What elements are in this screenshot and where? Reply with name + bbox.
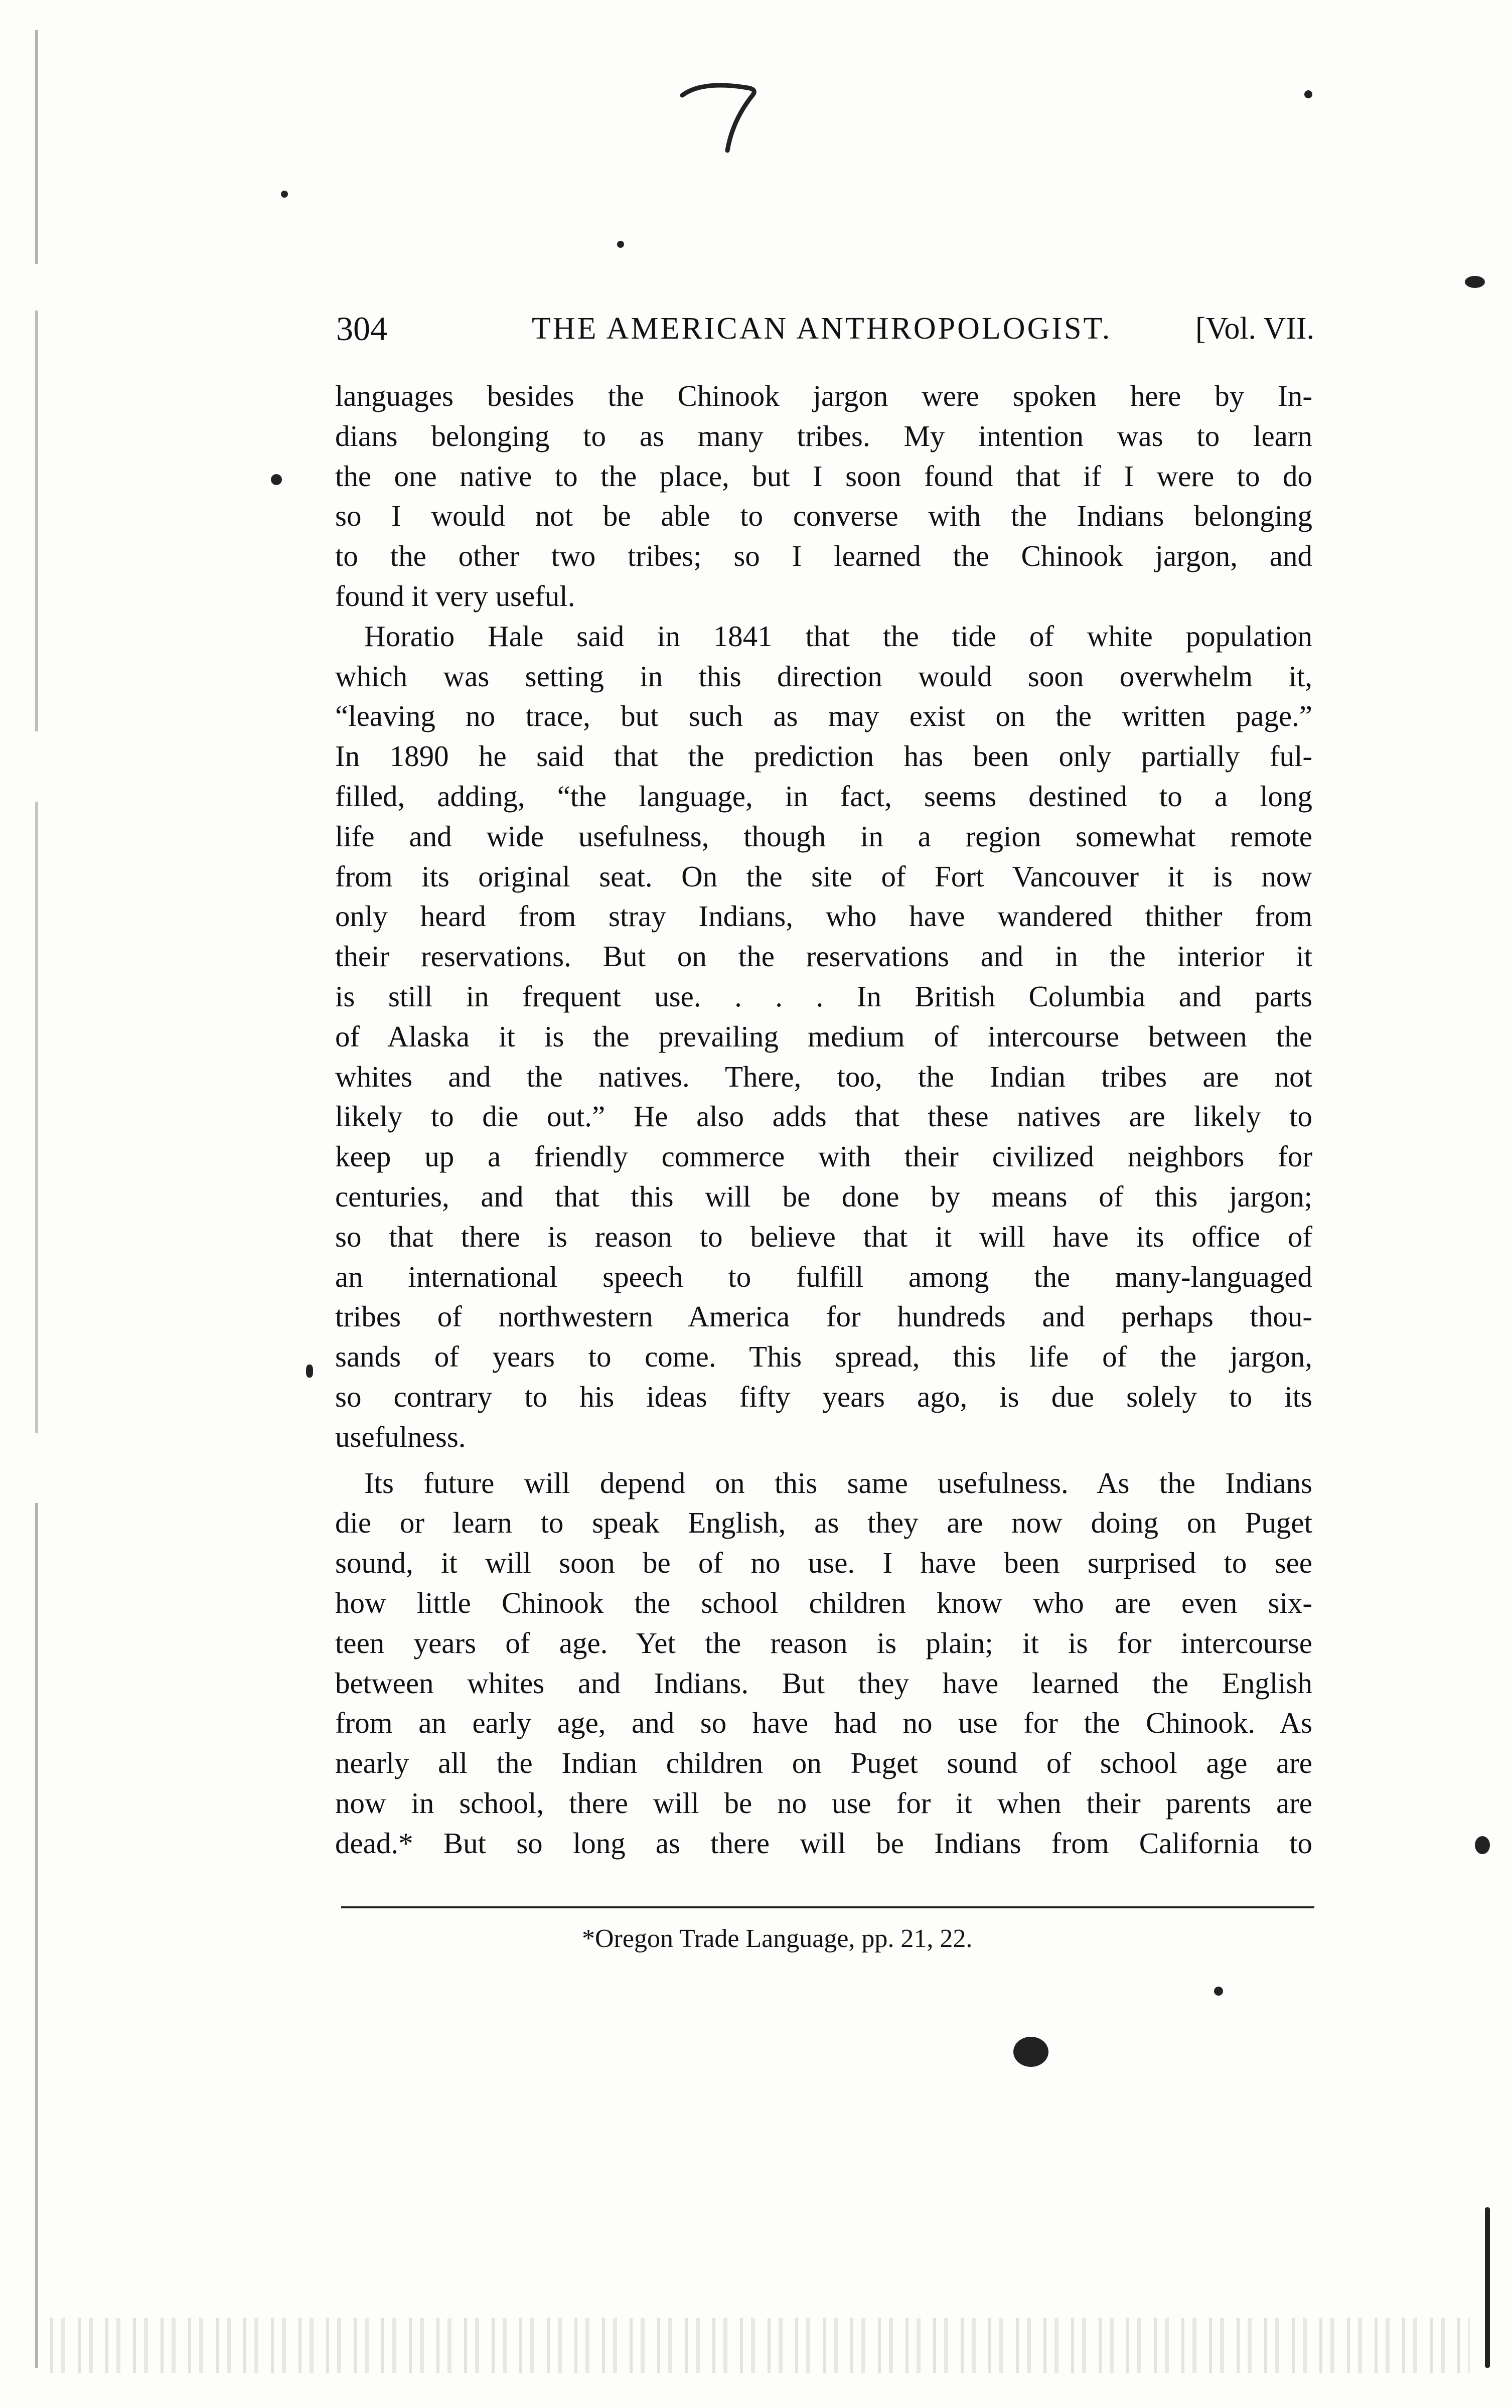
ink-speck	[281, 191, 288, 198]
text-line: languages besides the Chinook jargon were spoken here by In-	[335, 379, 1312, 412]
text-line: how little Chinook the school children know who are even six-	[335, 1586, 1312, 1619]
handwritten-page-mark	[672, 75, 773, 156]
text-line: from an early age, and so have had no use for the Chinook. As	[335, 1706, 1312, 1740]
text-line: “leaving no trace, but such as may exist on the written page.”	[335, 699, 1312, 733]
text-line: from its original seat. On the site of Fort Vancouver it is now	[335, 859, 1312, 893]
text-line: dead.* But so long as there will be Indians from California to	[335, 1826, 1312, 1860]
text-line: is still in frequent use. . . . In British Columbia and parts	[335, 979, 1312, 1013]
text-line: now in school, there will be no use for it when their parents are	[335, 1786, 1312, 1820]
text-line: keep up a friendly commerce with their civilized neighbors for	[335, 1140, 1312, 1173]
text-line: found it very useful.	[335, 579, 575, 613]
text-line: filled, adding, “the language, in fact, seems destined to a long	[335, 779, 1312, 813]
handwritten-mark-stroke	[682, 85, 754, 150]
text-line: tribes of northwestern America for hundreds and perhaps thou-	[335, 1300, 1312, 1333]
text-line: an international speech to fulfill among the many-languaged	[335, 1260, 1312, 1293]
ink-speck	[617, 241, 624, 248]
text-line: so that there is reason to believe that it will have its office of	[335, 1220, 1312, 1253]
ink-speck	[306, 1365, 313, 1378]
text-line: which was setting in this direction would soon overwhelm it,	[335, 659, 1312, 693]
ink-speck	[1214, 1987, 1223, 1996]
text-line: their reservations. But on the reservations and in the interior it	[335, 940, 1312, 973]
text-line: between whites and Indians. But they have learned the English	[335, 1666, 1312, 1700]
text-line: nearly all the Indian children on Puget sound of school age are	[335, 1746, 1312, 1780]
running-header	[336, 306, 1314, 351]
ink-speck	[1304, 90, 1312, 98]
text-line: whites and the natives. There, too, the Indian tribes are not	[335, 1060, 1312, 1093]
ink-speck	[271, 474, 282, 485]
text-line: the one native to the place, but I soon found that if I were to do	[335, 459, 1312, 493]
ink-speck	[1465, 276, 1485, 288]
text-line: Horatio Hale said in 1841 that the tide of white population	[364, 619, 1312, 653]
text-line: sound, it will soon be of no use. I have been surprised to see	[335, 1546, 1312, 1580]
text-line: so contrary to his ideas fifty years ago, is due solely to its	[335, 1380, 1312, 1413]
text-line: likely to die out.” He also adds that these natives are likely to	[335, 1100, 1312, 1133]
text-line: centuries, and that this will be done by means of this jargon;	[335, 1179, 1312, 1213]
text-line: only heard from stray Indians, who have wandered thither from	[335, 899, 1312, 933]
text-line: In 1890 he said that the prediction has been only partially ful-	[335, 739, 1312, 773]
ink-speck	[1013, 2037, 1048, 2067]
text-line: sands of years to come. This spread, this life of the jargon,	[335, 1340, 1312, 1374]
footnote-rule	[341, 1906, 1314, 1908]
text-line: so I would not be able to converse with the Indians belonging	[335, 499, 1312, 533]
text-line: usefulness.	[335, 1420, 466, 1453]
ink-speck	[1485, 2207, 1490, 2368]
ink-speck	[1475, 1836, 1490, 1854]
volume-label: [Vol. VII.	[1195, 312, 1314, 346]
body-text	[335, 376, 1312, 1863]
left-margin-scan-artifact	[35, 30, 38, 2368]
bottom-scan-noise	[50, 2318, 1470, 2373]
paragraph-gap	[335, 1457, 1312, 1463]
text-line: life and wide usefulness, though in a region somewhat remote	[335, 819, 1312, 853]
footnote: *Oregon Trade Language, pp. 21, 22.	[582, 1924, 973, 1953]
text-line: dians belonging to as many tribes. My intention was to learn	[335, 419, 1312, 453]
page-number: 304	[336, 310, 387, 348]
text-line: die or learn to speak English, as they are now doing on Puget	[335, 1506, 1312, 1540]
text-line: of Alaska it is the prevailing medium of intercourse between the	[335, 1019, 1312, 1053]
text-line: teen years of age. Yet the reason is plain; it is for intercourse	[335, 1626, 1312, 1660]
text-line: Its future will depend on this same usefulness. As the Indians	[364, 1466, 1312, 1499]
journal-title: THE AMERICAN ANTHROPOLOGIST.	[532, 312, 1112, 346]
text-line: to the other two tribes; so I learned the Chinook jargon, and	[335, 539, 1312, 573]
